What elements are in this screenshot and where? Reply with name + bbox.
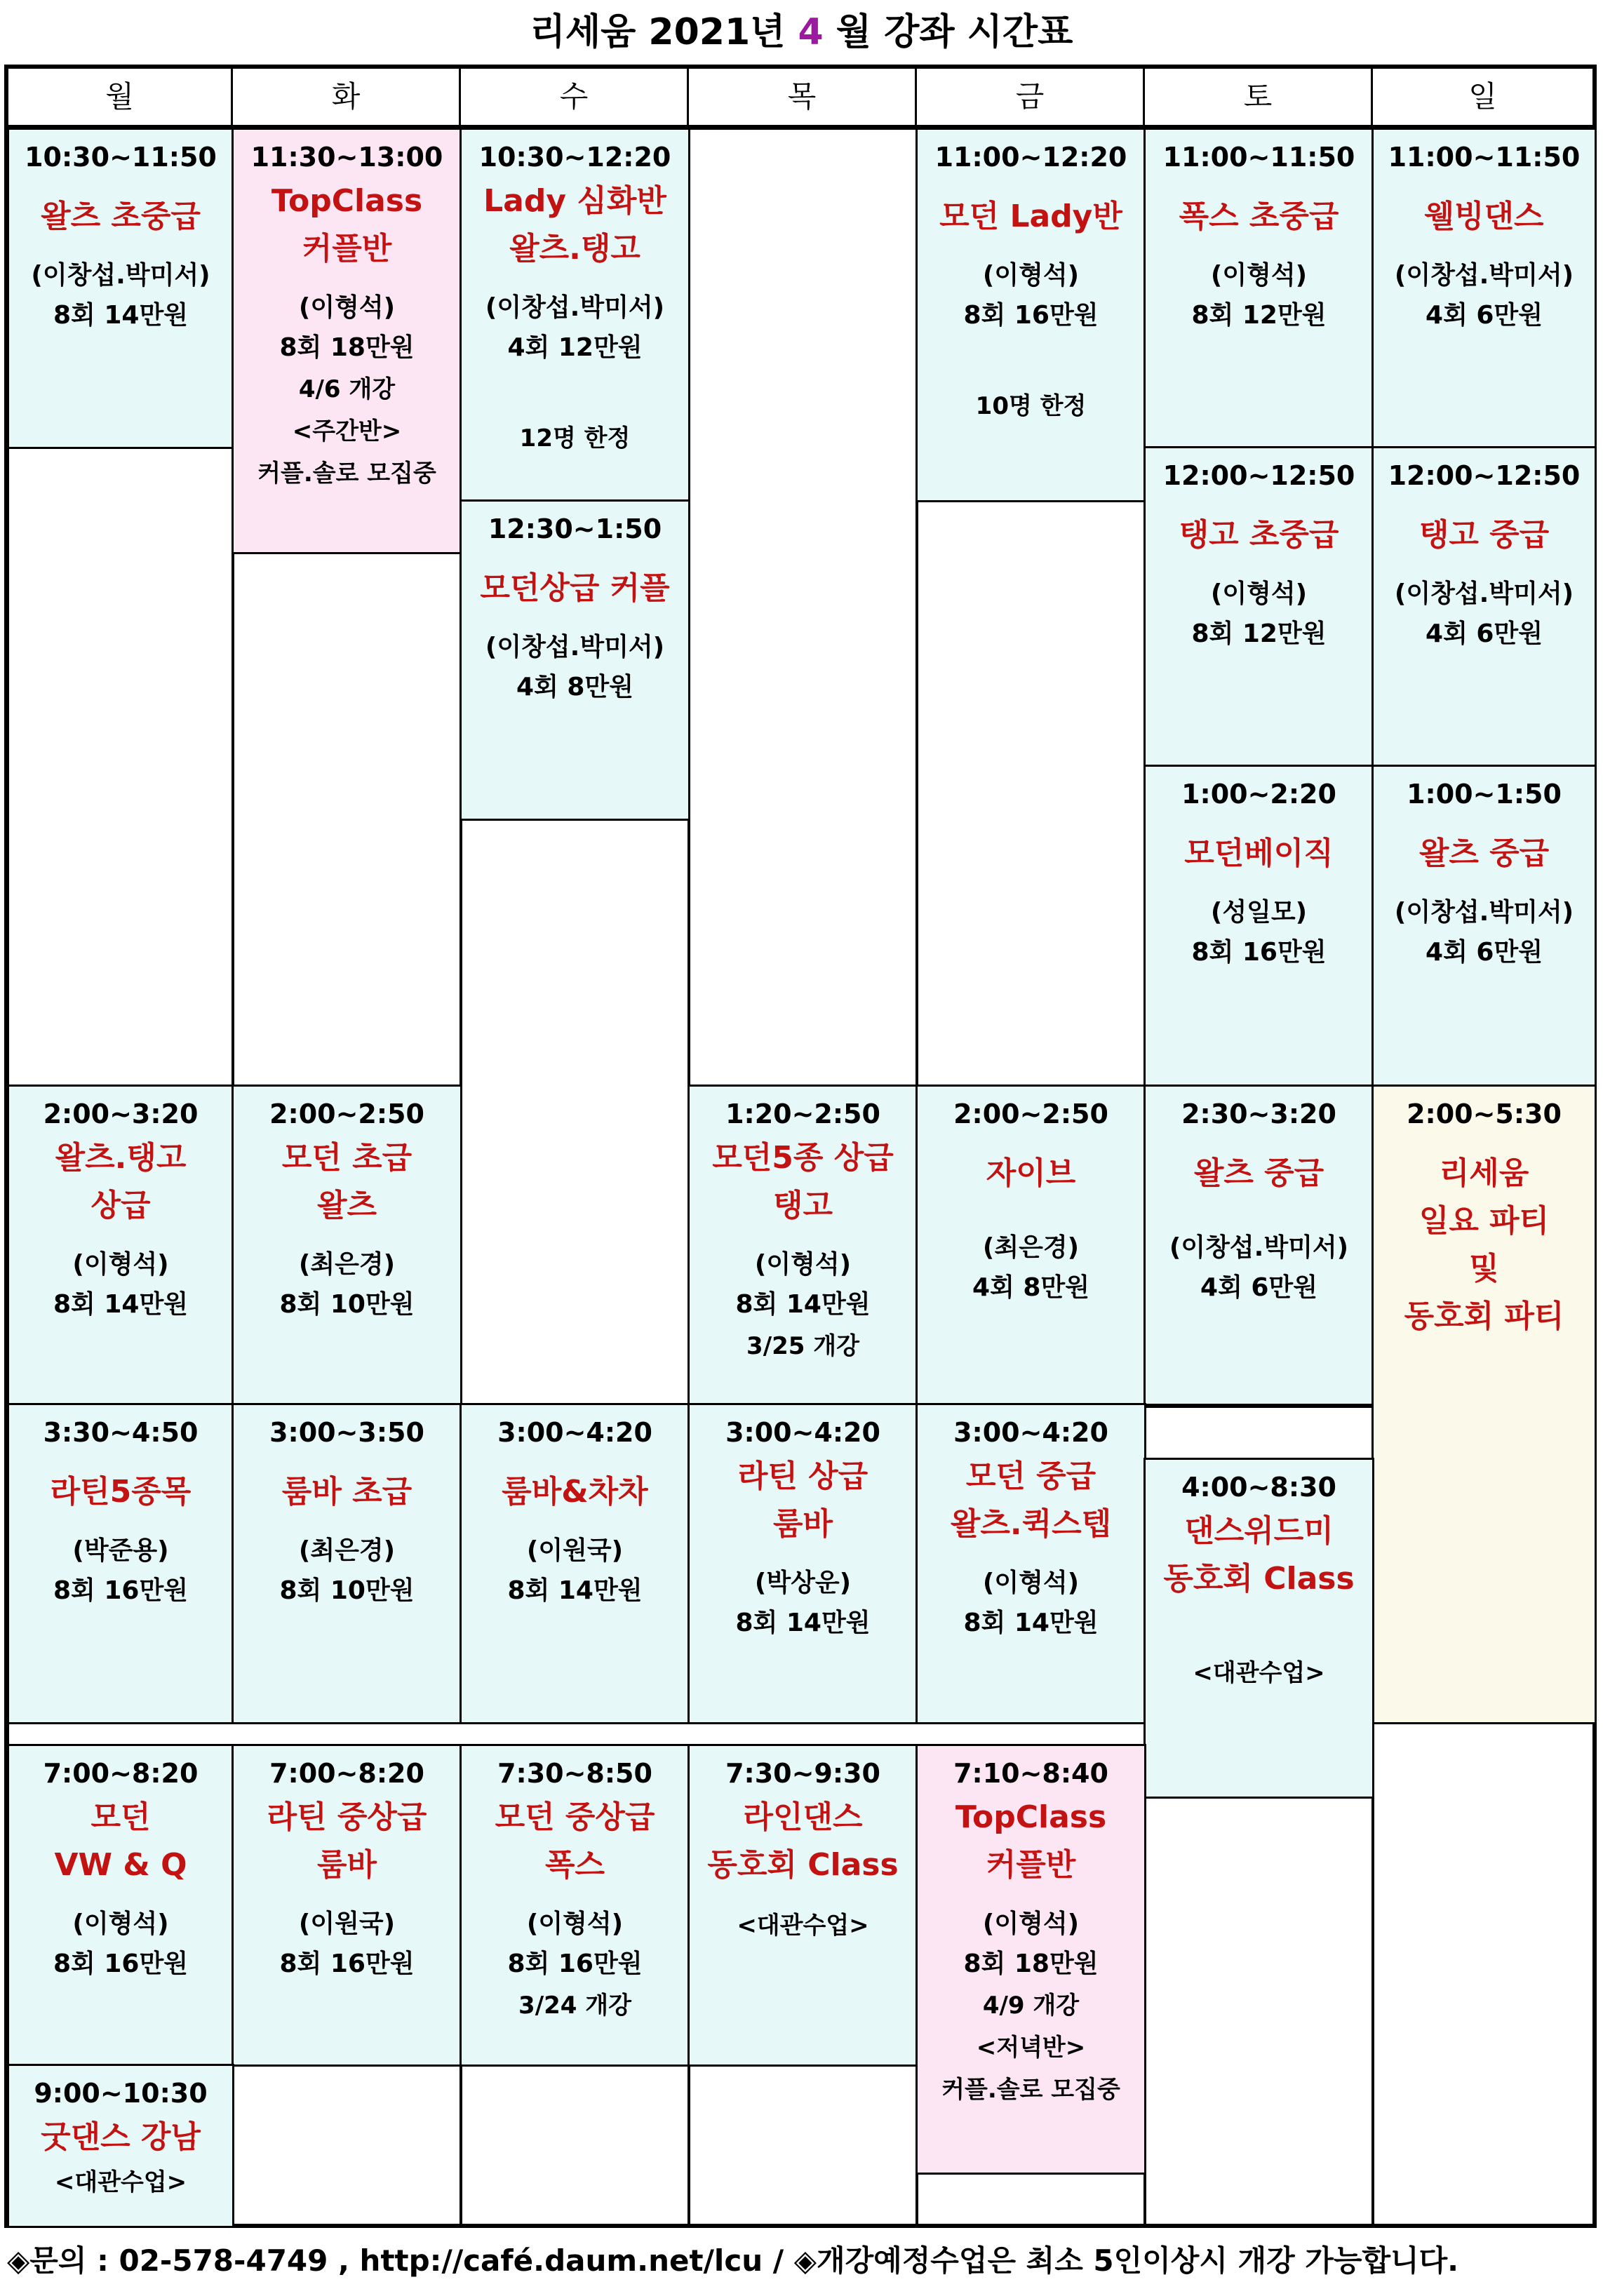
class-cell-fri-0200 [915,1085,1146,1406]
class-note: 10명 한정 [975,392,1087,420]
class-time: 12:00~12:50 [1388,460,1581,491]
class-time: 11:00~11:50 [1162,142,1355,173]
empty-slot [688,128,918,1087]
class-teacher: (이형석) [526,1909,624,1938]
class-price: 4회 8만원 [516,673,633,701]
class-price: 8회 18만원 [963,1949,1099,1978]
empty-slot [915,499,1146,1087]
class-name: 탱고 중급 [1418,517,1550,553]
class-name: 라틴5종목 [50,1474,192,1510]
class-cell-thu-0120 [688,1085,918,1406]
class-price: 8회 16만원 [1191,938,1327,967]
class-time: 3:00~4:20 [725,1417,880,1448]
class-cell-sat-0100 [1143,765,1374,1087]
class-name: 모던5종 상급 탱고 [712,1140,894,1223]
class-price: 8회 14만원 [53,301,188,330]
day-header-fri: 금 [917,69,1145,128]
class-teacher: (최은경) [982,1233,1080,1262]
class-time: 7:10~8:40 [953,1758,1108,1789]
class-name: 모던베이직 [1184,835,1334,871]
class-name: 자이브 [986,1155,1076,1191]
class-name: 리세움 일요 파티 및 동호회 파티 [1404,1155,1564,1334]
class-name: 모던 중상급 폭스 [495,1799,655,1883]
class-name: 모던상급 커플 [480,570,670,606]
class-time: 7:30~9:30 [725,1758,880,1789]
class-time: 11:30~13:00 [250,142,443,173]
class-cell-wed-0300 [460,1403,690,1724]
class-cell-tue-0200 [232,1085,462,1406]
class-time: 3:00~4:20 [497,1417,652,1448]
class-time: 10:30~11:50 [25,142,217,173]
class-teacher: (이창섭.박미서) [485,633,665,662]
empty-slot [232,2064,462,2228]
class-time: 2:00~5:30 [1407,1099,1562,1129]
class-note: 커플.솔로 모집중 [257,459,436,488]
class-time: 4:00~8:30 [1181,1472,1336,1503]
class-price: 8회 14만원 [735,1609,871,1637]
class-name: 라틴 중상급 룸바 [267,1799,427,1883]
empty-slot [1143,1796,1374,2228]
class-name: 탱고 초중급 [1179,517,1339,553]
class-price: 4회 8만원 [972,1273,1089,1302]
class-price: 4회 6만원 [1426,619,1543,648]
class-cell-tue-0700 [232,1744,462,2067]
class-price: 8회 10만원 [279,1290,415,1319]
class-cell-mon-1030 [7,128,234,449]
class-teacher: (박상운) [754,1569,852,1597]
class-time: 7:00~8:20 [43,1758,199,1789]
class-name: 왈츠 중급 [1418,835,1550,871]
class-teacher: (이창섭.박미서) [1394,898,1574,927]
class-cell-tue-0300 [232,1403,462,1724]
class-cell-fri-0710 [915,1744,1146,2175]
empty-slot [1143,1406,1374,1461]
class-note: <주간반> [292,417,402,445]
empty-slot [7,1721,1146,1747]
class-cell-sat-1200 [1143,446,1374,767]
class-cell-tue-1130 [232,128,462,554]
class-note: 3/25 개강 [746,1332,859,1360]
class-teacher: (이형석) [982,261,1080,290]
class-time: 2:00~2:50 [269,1099,424,1129]
footer-notice: ◈문의 : 02-578-4749 , http://café.daum.net/lcu / ◈개강예정수업은 최소 5인이상시 개강 가능합니다. [7,2243,1459,2278]
class-time: 2:00~2:50 [953,1099,1108,1129]
class-teacher: (이원국) [526,1536,624,1565]
class-teacher: (최은경) [298,1250,396,1279]
class-teacher: (이형석) [72,1250,169,1279]
class-note: <대관수업> [54,2168,187,2196]
class-name: 룸바&차차 [502,1474,648,1510]
class-time: 1:00~2:20 [1181,779,1336,810]
day-header-mon: 월 [8,69,233,128]
class-time: 7:00~8:20 [269,1758,424,1789]
class-time: 12:30~1:50 [488,513,662,544]
class-note: <저녁반> [976,2034,1086,2062]
class-teacher: (최은경) [298,1536,396,1565]
class-cell-sun-0100 [1371,765,1597,1087]
empty-slot [1371,1721,1597,2228]
class-note: 4/9 개강 [982,1992,1080,2020]
class-teacher: (성일모) [1210,898,1308,927]
class-price: 8회 14만원 [507,1576,643,1605]
class-name: Lady 심화반 왈츠.탱고 [483,183,666,267]
class-time: 3:00~3:50 [269,1417,424,1448]
class-price: 8회 10만원 [279,1576,415,1605]
day-header-sun: 일 [1373,69,1592,128]
class-price: 8회 12만원 [1191,301,1327,330]
class-teacher: (이형석) [72,1909,169,1938]
empty-slot [915,2172,1146,2228]
class-time: 10:30~12:20 [478,142,671,173]
class-teacher: (이형석) [754,1250,852,1279]
class-price: 4회 12만원 [507,333,643,362]
class-time: 2:00~3:20 [43,1099,199,1129]
class-name: 굿댄스 강남 [41,2119,201,2155]
class-cell-sun-party [1371,1085,1597,1724]
class-teacher: (이형석) [1210,579,1308,608]
class-price: 8회 14만원 [963,1609,1099,1637]
class-teacher: (이원국) [298,1909,396,1938]
class-note: 4/6 개강 [298,375,396,403]
class-cell-mon-0900 [7,2064,234,2228]
class-cell-wed-0730 [460,1744,690,2067]
class-price: 4회 6만원 [1200,1273,1317,1302]
class-name: 댄스위드미 동호회 Class [1163,1513,1355,1597]
class-name: 모던 VW & Q [54,1799,187,1883]
class-cell-sun-1200 [1371,446,1597,767]
empty-slot [688,2064,918,2228]
class-name: 왈츠.탱고 상급 [55,1140,187,1223]
class-price: 8회 14만원 [53,1290,188,1319]
class-time: 1:20~2:50 [725,1099,880,1129]
class-note: 3/24 개강 [518,1992,631,2020]
empty-slot [7,446,234,1087]
class-time: 12:00~12:50 [1162,460,1355,491]
class-name: 웰빙댄스 [1424,199,1544,234]
class-name: 라틴 상급 룸바 [737,1458,868,1542]
class-time: 2:30~3:20 [1181,1099,1336,1129]
class-name: TopClass 커플반 [271,183,423,267]
class-price: 8회 16만원 [53,1949,188,1978]
class-cell-thu-0730 [688,1744,918,2067]
class-price: 8회 16만원 [507,1949,643,1978]
class-price: 4회 6만원 [1426,938,1543,967]
class-teacher: (이창섭.박미서) [31,261,210,290]
class-price: 4회 6만원 [1426,301,1543,330]
class-cell-sat-1100 [1143,128,1374,449]
class-cell-sat-0400 [1143,1458,1374,1799]
class-time: 3:30~4:50 [43,1417,199,1448]
class-cell-thu-0300 [688,1403,918,1724]
class-teacher: (이형석) [298,293,396,322]
class-teacher: (이창섭.박미서) [1394,579,1574,608]
class-teacher: (이형석) [982,1909,1080,1938]
class-cell-fri-0300 [915,1403,1146,1724]
class-cell-mon-0200 [7,1085,234,1406]
class-price: 8회 18만원 [279,333,415,362]
class-note: 커플.솔로 모집중 [941,2076,1120,2104]
class-cell-fri-1100 [915,128,1146,502]
class-teacher: (이창섭.박미서) [1169,1233,1349,1262]
class-time: 3:00~4:20 [953,1417,1108,1448]
class-time: 7:30~8:50 [497,1758,652,1789]
class-teacher: (박준용) [72,1536,169,1565]
class-price: 8회 12만원 [1191,619,1327,648]
class-cell-wed-1230 [460,499,690,821]
class-note: <대관수업> [1193,1659,1325,1687]
class-name: 룸바 초급 [281,1474,413,1510]
class-cell-sun-1100 [1371,128,1597,449]
empty-slot [460,2064,690,2228]
class-teacher: (이창섭.박미서) [485,293,665,322]
class-price: 8회 14만원 [735,1290,871,1319]
class-time: 1:00~1:50 [1407,779,1562,810]
class-teacher: (이창섭.박미서) [1394,261,1574,290]
class-price: 8회 16만원 [53,1576,188,1605]
class-time: 11:00~11:50 [1388,142,1581,173]
class-name: 모던 Lady반 [939,199,1122,234]
class-name: 라인댄스 동호회 Class [707,1799,899,1883]
title-month: 4 [798,11,824,53]
class-cell-wed-1030 [460,128,690,502]
class-note: <대관수업> [737,1912,869,1940]
class-name: 모던 초급 왈츠 [281,1140,413,1223]
class-price: 8회 16만원 [279,1949,415,1978]
class-name: 모던 중급 왈츠.퀵스텝 [950,1458,1112,1542]
class-teacher: (이형석) [1210,261,1308,290]
day-header-sat: 토 [1145,69,1373,128]
page-title: 리세움 2021년 4 월 강좌 시간표 [530,11,1073,53]
class-time: 9:00~10:30 [34,2078,208,2109]
class-cell-mon-0330 [7,1403,234,1724]
class-teacher: (이형석) [982,1569,1080,1597]
day-header-thu: 목 [689,69,917,128]
empty-slot [460,818,690,1406]
class-name: 왈츠 중급 [1193,1155,1324,1191]
class-name: 폭스 초중급 [1179,199,1339,234]
class-cell-sat-0230 [1143,1085,1374,1406]
day-header-wed: 수 [461,69,689,128]
class-cell-mon-0700 [7,1744,234,2067]
class-note: 12명 한정 [519,424,631,452]
empty-slot [232,551,462,1087]
class-price: 8회 16만원 [963,301,1099,330]
class-name: 왈츠 초중급 [41,199,201,234]
class-name: TopClass 커플반 [955,1799,1107,1883]
class-time: 11:00~12:20 [934,142,1127,173]
day-header-tue: 화 [233,69,461,128]
